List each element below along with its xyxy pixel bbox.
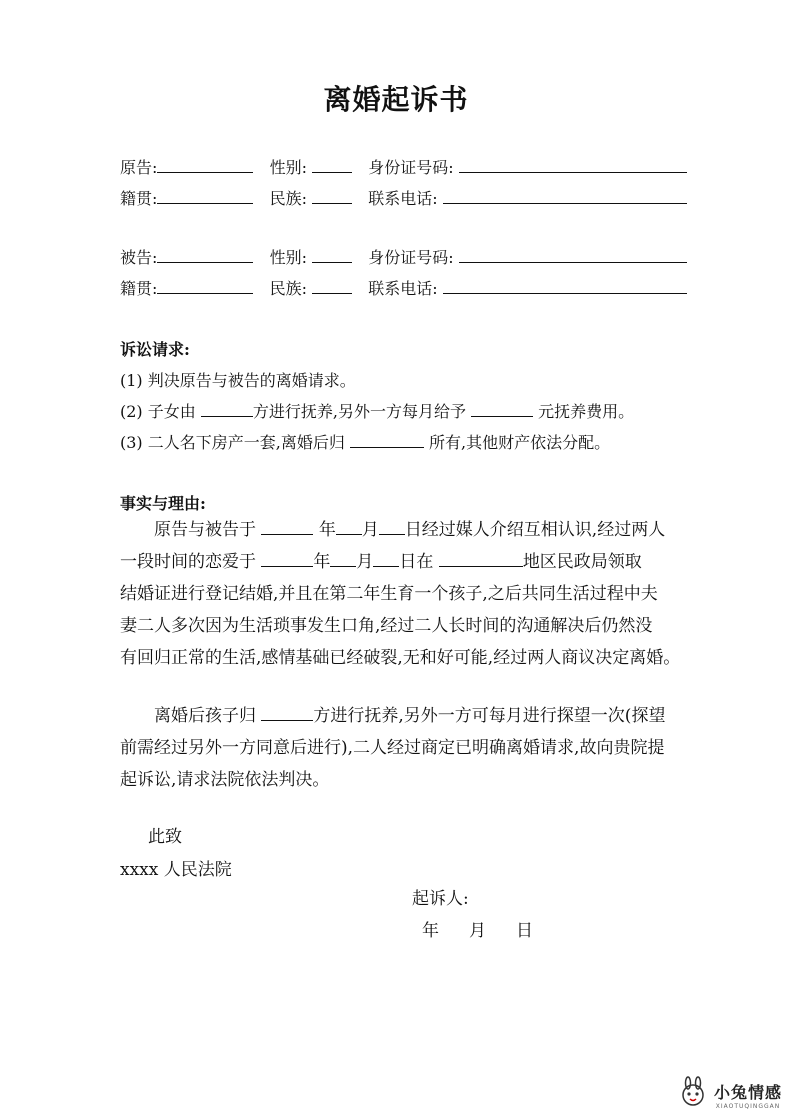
facts-p1-year-label: 年: [318, 520, 336, 540]
facts-p1-line-5: 有回归正常的生活,感情基础已经破裂,无和好可能,经过两人商议决定离婚。: [120, 648, 681, 668]
plaintiff-id-label: 身份证号码:: [368, 158, 454, 177]
claim-2-amount-blank[interactable]: [471, 400, 533, 417]
claims-heading: 诉讼请求:: [120, 340, 190, 359]
defendant-name-blank[interactable]: [157, 246, 253, 263]
facts-p2-line-3: 起诉讼,请求法院依法判决。: [120, 770, 330, 790]
plaintiff-gender-label: 性别:: [269, 158, 307, 177]
defendant-origin-label: 籍贯:: [120, 279, 158, 298]
marry-month-blank[interactable]: [330, 550, 356, 567]
facts-p1-l2-year-label: 年: [313, 552, 331, 572]
defendant-row-1: [120, 246, 687, 269]
facts-p1-text-a: 原告与被告于: [154, 520, 256, 540]
defendant-ethnicity-label: 民族:: [269, 279, 307, 298]
defendant-gender-blank[interactable]: [312, 246, 352, 263]
watermark: [676, 1076, 782, 1114]
salutation: 此致: [148, 827, 182, 847]
plaintiff-origin-label: 籍贯:: [120, 189, 158, 208]
marry-day-blank[interactable]: [373, 550, 399, 567]
facts-p1-l2-month-label: 月: [356, 552, 374, 572]
defendant-gender-label: 性别:: [269, 248, 307, 267]
marry-region-blank[interactable]: [439, 550, 523, 567]
defendant-row-2: [120, 277, 687, 300]
claim-2-text-c: 元抚养费用。: [538, 402, 635, 421]
facts-paragraph-1: [120, 514, 680, 674]
watermark-brand: 小兔情感: [713, 1083, 782, 1102]
document-title: 离婚起诉书: [323, 83, 469, 116]
meet-year-blank[interactable]: [261, 518, 313, 535]
facts-p1-month-label: 月: [361, 520, 379, 540]
claim-3-text-a: (3) 二人名下房产一套,离婚后归: [120, 433, 345, 452]
facts-p1-l2-text-a: 一段时间的恋爱于: [120, 552, 256, 572]
facts-p1-l2-text-e: 地区民政局领取: [522, 552, 642, 572]
defendant-name-label: 被告:: [120, 248, 158, 267]
meet-month-blank[interactable]: [336, 518, 362, 535]
facts-p2-line-2: 前需经过另外一方同意后进行),二人经过商定已明确离婚请求,故向贵院提: [120, 738, 665, 758]
claim-item-3: [120, 431, 610, 454]
child-custody-blank[interactable]: [261, 704, 313, 721]
plaintiff-name-label: 原告:: [120, 158, 158, 177]
facts-p1-l2-day-label: 日在: [399, 552, 434, 572]
facts-p1-line-3: 结婚证进行登记结婚,并且在第二年生育一个孩子,之后共同生活过程中夫: [120, 584, 658, 604]
date-month-label: 月: [469, 921, 486, 941]
date-line: [422, 920, 533, 942]
claim-item-2: [120, 400, 634, 423]
facts-heading: 事实与理由:: [120, 494, 206, 513]
date-day-label: 日: [516, 921, 533, 941]
watermark-sub: XIAOTUQINGGAN: [715, 1103, 781, 1110]
claim-3-owner-blank[interactable]: [350, 431, 424, 448]
plaintiff-ethnicity-label: 民族:: [269, 189, 307, 208]
marry-year-blank[interactable]: [261, 550, 313, 567]
defendant-id-label: 身份证号码:: [368, 248, 454, 267]
plaintiff-phone-blank[interactable]: [443, 187, 687, 204]
claim-item-1: (1) 判决原告与被告的离婚请求。: [120, 371, 356, 390]
plaintiff-row-1: [120, 156, 687, 179]
signer-label: 起诉人:: [412, 889, 469, 909]
facts-p1-line-4: 妻二人多次因为生活琐事发生口角,经过二人长时间的沟通解决后仍然没: [120, 616, 653, 636]
facts-paragraph-2: [120, 700, 680, 796]
plaintiff-name-blank[interactable]: [157, 156, 253, 173]
meet-day-blank[interactable]: [379, 518, 405, 535]
claim-2-custody-blank[interactable]: [201, 400, 253, 417]
facts-p2-text-a: 离婚后孩子归: [154, 706, 256, 726]
defendant-ethnicity-blank[interactable]: [312, 277, 352, 294]
defendant-phone-blank[interactable]: [443, 277, 687, 294]
court-name: xxxx 人民法院: [120, 860, 232, 880]
plaintiff-gender-blank[interactable]: [312, 156, 352, 173]
facts-p1-text-d: 日经过媒人介绍互相认识,经过两人: [404, 520, 666, 540]
rabbit-logo-icon: [676, 1076, 710, 1114]
defendant-origin-blank[interactable]: [157, 277, 253, 294]
plaintiff-row-2: [120, 187, 687, 210]
plaintiff-ethnicity-blank[interactable]: [312, 187, 352, 204]
claim-2-text-a: (2) 子女由: [120, 402, 196, 421]
plaintiff-phone-label: 联系电话:: [368, 189, 438, 208]
plaintiff-id-blank[interactable]: [459, 156, 687, 173]
plaintiff-origin-blank[interactable]: [157, 187, 253, 204]
defendant-phone-label: 联系电话:: [368, 279, 438, 298]
claim-2-text-b: 方进行抚养,另外一方每月给予: [252, 402, 466, 421]
date-year-label: 年: [422, 921, 439, 941]
facts-p2-text-b: 方进行抚养,另外一方可每月进行探望一次(探望: [313, 706, 666, 726]
claim-3-text-b: 所有,其他财产依法分配。: [429, 433, 611, 452]
defendant-id-blank[interactable]: [459, 246, 687, 263]
